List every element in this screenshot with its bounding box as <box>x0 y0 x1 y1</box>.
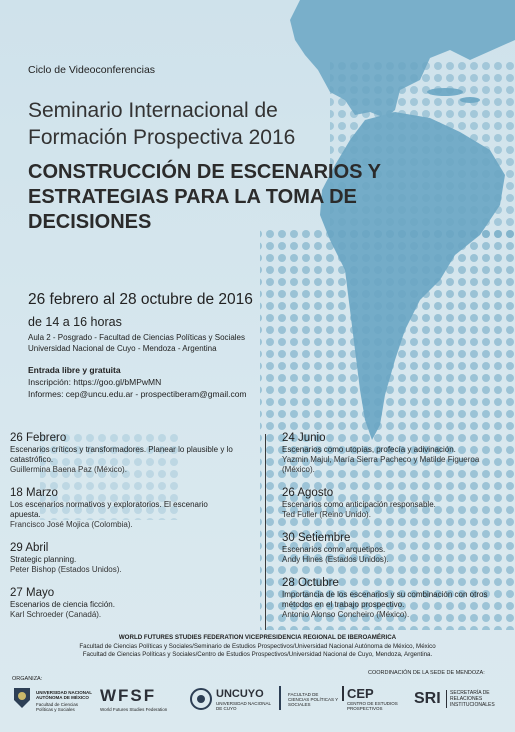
registration-link[interactable]: Inscripción: https://goo.gl/bMPwMN <box>28 377 162 387</box>
session-speaker: Antonio Alonso Concheiro (México). <box>282 610 410 619</box>
session-item <box>282 576 512 620</box>
session-date: 18 Marzo <box>10 487 58 499</box>
session-title: Importancia de los escenarios y su combinación con otros métodos en el trabajo prospectivo. <box>282 590 488 609</box>
session-date: 29 Abril <box>10 542 49 554</box>
session-speaker: Karl Schroeder (Canadá). <box>10 610 102 619</box>
title-line-2: Formación Prospectiva 2016 <box>28 126 296 149</box>
column-divider <box>265 434 266 630</box>
title-line-1: Seminario Internacional de <box>28 99 278 122</box>
session-item <box>10 541 240 575</box>
session-title: Escenarios como utopías, profecía y adivinación. <box>282 445 456 454</box>
session-date: 24 Junio <box>282 432 326 444</box>
session-item <box>10 586 240 620</box>
contact-emails[interactable]: Informes: cep@uncu.edu.ar - prospectiberam@gmail.com <box>28 389 247 399</box>
fcpys-name: FACULTAD DE CIENCIAS POLÍTICAS Y SOCIALES <box>288 692 339 707</box>
session-title: Escenarios críticos y transformadores. Planear lo plausible y lo catastrófico. <box>10 445 233 464</box>
cep-mark: CEP <box>342 686 406 701</box>
subtitle-line-3: DECISIONES <box>28 211 152 233</box>
session-item <box>282 531 512 565</box>
session-date: 27 Mayo <box>10 587 55 599</box>
footer-unam: Facultad de Ciencias Políticas y Sociales/Seminario de Estudios Prospectivos/Universidad Nacional Autónoma de México, México <box>79 643 436 650</box>
coordinacion-label: COORDINACIÓN DE LA SEDE DE MENDOZA: <box>368 670 485 676</box>
wfsf-logo <box>100 686 180 712</box>
session-speaker: Yazmin Majul, María Sierra Pacheco y Matilde Figueroa (México). <box>282 455 480 474</box>
uncuyo-emblem-icon <box>190 688 212 710</box>
session-item <box>282 431 512 475</box>
cep-sub: CENTRO DE ESTUDIOS PROSPECTIVOS <box>347 701 398 711</box>
series-label: Ciclo de Videoconferencias <box>28 64 156 76</box>
unam-sub: Facultad de Ciencias Políticas y Sociales <box>36 702 79 712</box>
sri-sub: SECRETARÍA DE RELACIONES INSTITUCIONALES <box>446 690 510 708</box>
session-item <box>282 486 512 520</box>
subtitle-line-2: ESTRATEGIAS PARA LA TOMA DE <box>28 186 357 208</box>
session-date: 26 Febrero <box>10 432 67 444</box>
session-date: 28 Octubre <box>282 577 339 589</box>
unam-shield-icon <box>12 686 32 710</box>
wfsf-mark: WFSF <box>100 686 157 705</box>
unam-name: UNIVERSIDAD NACIONAL AUTÓNOMA DE MÉXICO <box>36 690 92 700</box>
footer-federation: WORLD FUTURES STUDIES FEDERATION VICEPRESIDENCIA REGIONAL DE IBEROAMÉRICA <box>118 634 397 641</box>
session-speaker: Guillermina Baena Paz (México). <box>10 465 127 474</box>
subtitle-line-1: CONSTRUCCIÓN DE ESCENARIOS Y <box>28 161 382 183</box>
session-title: Escenarios de ciencia ficción. <box>10 600 115 609</box>
sponsor-logos <box>0 672 515 732</box>
session-item <box>10 431 240 475</box>
cep-logo <box>342 686 406 711</box>
session-date: 30 Setiembre <box>282 532 351 544</box>
footer-uncuyo: Facultad de Ciencias Políticas y Sociales/Centro de Estudios Prospectivos/Universidad Nacional de Cuyo, Mendoza, Argentina. <box>82 651 433 658</box>
footer-institutions <box>0 643 515 659</box>
venue-room: Aula 2 - Posgrado - Facultad de Ciencias Políticas y Sociales <box>28 333 245 342</box>
session-title: Escenarios como arquetipos. <box>282 545 386 554</box>
event-dates: 26 febrero al 28 octubre de 2016 <box>28 291 253 308</box>
session-speaker: Peter Bishop (Estados Unidos). <box>10 565 122 574</box>
seminar-subtitle <box>28 160 388 235</box>
seminar-title <box>28 97 295 151</box>
session-title: Strategic planning. <box>10 555 77 564</box>
venue-university: Universidad Nacional de Cuyo - Mendoza - Argentina <box>28 344 217 353</box>
sessions-left-column <box>10 431 240 631</box>
organiza-label: ORGANIZA: <box>12 676 43 682</box>
uncuyo-sub: UNIVERSIDAD NACIONAL DE CUYO <box>216 701 271 711</box>
sessions-right-column <box>282 431 512 631</box>
uncuyo-mark: UNCUYO <box>216 688 264 700</box>
sri-mark: SRI <box>414 690 441 707</box>
session-date: 26 Agosto <box>282 487 334 499</box>
wfsf-sub: World Futures Studies Federation <box>100 707 168 712</box>
session-item <box>10 486 240 530</box>
session-speaker: Francisco José Mojica (Colombia). <box>10 520 133 529</box>
event-venue <box>28 332 288 354</box>
session-title: Escenarios como anticipación responsable. <box>282 500 436 509</box>
entry-note: Entrada libre y gratuita <box>28 365 121 375</box>
session-title: Los escenarios normativos y exploratorios. El escenario apuesta. <box>10 500 208 519</box>
session-speaker: Ted Fuller (Reino Unido). <box>282 510 371 519</box>
session-speaker: Andy Hines (Estados Unidos). <box>282 555 389 564</box>
fcpys-bar-icon <box>276 686 286 710</box>
registration-info <box>28 364 328 400</box>
event-hours: de 14 a 16 horas <box>28 315 122 329</box>
